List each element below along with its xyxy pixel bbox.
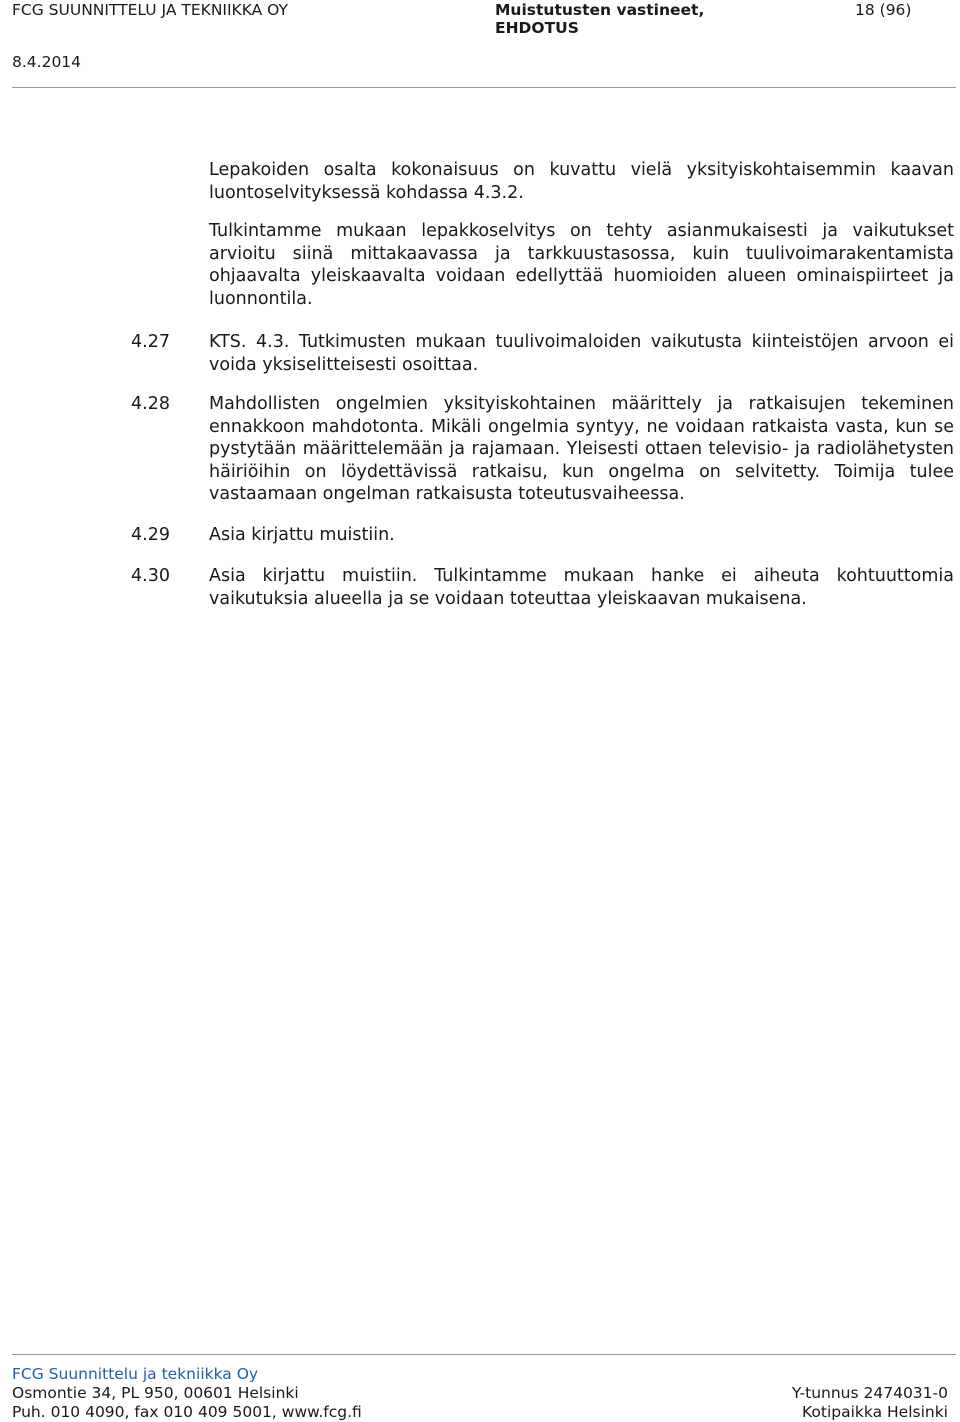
item-text: Mahdollisten ongelmien yksityiskohtainen määrittely ja ratkaisujen tekeminen ennakkoon mahdotonta. Mikäli ongelmia syntyy, ne voidaan ratkaista vasta, kun se pystytään määrittelemään ja rajamaan. Yleisesti ottaen televisio- ja radiolähetysten häiriöihin on löydettävissä ratkaisu, kun ongelma on selvitetty. Toimija tulee vastaamaan ongelman ratkaisusta toteutusvaiheessa. bbox=[209, 394, 954, 505]
header-company: FCG SUUNNITTELU JA TEKNIIKKA OY bbox=[12, 1, 288, 19]
header-divider bbox=[12, 87, 956, 88]
item-text: Asia kirjattu muistiin. Tulkintamme mukaan hanke ei aiheuta kohtuuttomia vaikutuksia alueella ja se voidaan toteuttaa yleiskaavan mukaisena. bbox=[209, 566, 954, 609]
footer-contact: Puh. 010 4090, fax 010 409 5001, www.fcg.fi bbox=[12, 1403, 362, 1421]
footer-business-id: Y-tunnus 2474031-0 bbox=[791, 1384, 948, 1402]
footer-address: Osmontie 34, PL 950, 00601 Helsinki bbox=[12, 1384, 299, 1402]
header-title-line2: EHDOTUS bbox=[495, 19, 579, 37]
paragraph-interpretation: Tulkintamme mukaan lepakkoselvitys on tehty asianmukaisesti ja vaikutukset arvioitu siinä mittakaavassa ja tarkkuustasossa, kuin tuulivoimarakentamista ohjaavalta yleiskaavalta voidaan edellyttää huomioiden alueen ominaispiirteet ja luonnontila. bbox=[209, 221, 954, 309]
header-title-line1: Muistutusten vastineet, bbox=[495, 1, 705, 19]
item-number: 4.27 bbox=[131, 332, 170, 352]
header-page-number: 18 (96) bbox=[855, 1, 912, 19]
item-text: KTS. 4.3. Tutkimusten mukaan tuulivoimaloiden vaikutusta kiinteistöjen arvoon ei voida yksiselitteisesti osoittaa. bbox=[209, 332, 954, 375]
item-number: 4.28 bbox=[131, 394, 170, 414]
item-text: Asia kirjattu muistiin. bbox=[209, 525, 395, 545]
footer-company: FCG Suunnittelu ja tekniikka Oy bbox=[12, 1365, 259, 1383]
footer-divider bbox=[12, 1354, 956, 1355]
item-number: 4.29 bbox=[131, 525, 170, 545]
paragraph-bats: Lepakoiden osalta kokonaisuus on kuvattu vielä yksityiskohtaisemmin kaavan luontoselvityksessä kohdassa 4.3.2. bbox=[209, 160, 954, 203]
footer-domicile: Kotipaikka Helsinki bbox=[802, 1403, 948, 1421]
item-number: 4.30 bbox=[131, 566, 170, 586]
header-date: 8.4.2014 bbox=[12, 53, 82, 71]
